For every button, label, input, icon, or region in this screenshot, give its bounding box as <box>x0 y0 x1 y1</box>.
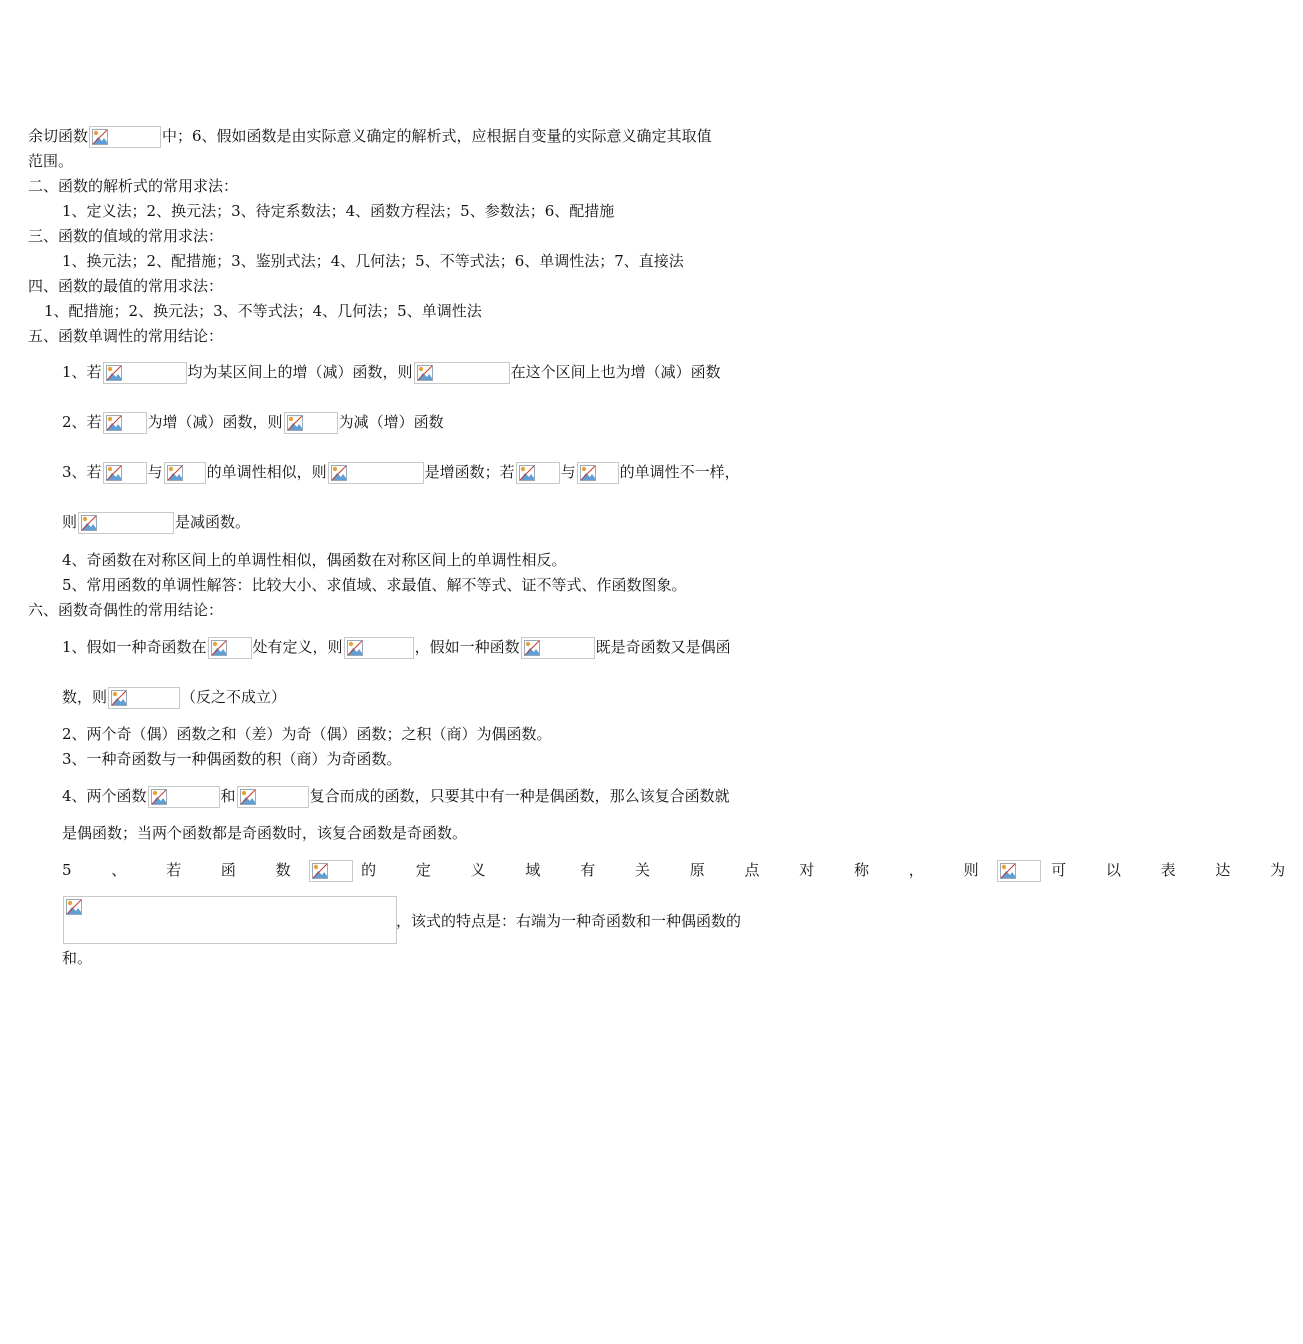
text-line <box>44 301 482 321</box>
formula-image <box>997 860 1041 882</box>
text-line <box>62 550 567 570</box>
formula-image <box>108 687 180 709</box>
broken-image-icon <box>580 465 596 481</box>
broken-image-icon <box>106 465 122 481</box>
formula-image <box>309 860 353 882</box>
section-heading <box>28 600 223 620</box>
text-segment: （反之不成立） <box>181 688 287 706</box>
text-segment: 则 <box>62 513 78 531</box>
text-line <box>62 860 1303 880</box>
broken-image-icon <box>417 365 433 381</box>
text-line <box>62 412 444 432</box>
text-segment: 与 <box>147 463 163 481</box>
text-segment: 是增函数；若 <box>424 463 515 481</box>
formula-image <box>208 637 252 659</box>
broken-image-icon <box>111 690 127 706</box>
text-line <box>62 512 250 532</box>
broken-image-icon <box>287 415 303 431</box>
text-segment: 的单调性不一样， <box>619 463 740 481</box>
heading-text: 五、函数单调性的常用结论： <box>28 327 224 345</box>
text-line <box>62 251 684 271</box>
text-line <box>62 575 687 595</box>
broken-image-icon <box>211 640 227 656</box>
broken-image-icon <box>81 515 97 531</box>
formula-image <box>521 637 595 659</box>
text-line <box>62 948 92 968</box>
broken-image-icon <box>1000 863 1016 879</box>
text-segment: 与 <box>560 463 576 481</box>
text-segment: 4、奇函数在对称区间上的单调性相似，偶函数在对称区间上的单调性相反。 <box>62 551 567 569</box>
text-segment: 4、两个函数 <box>62 787 147 805</box>
text-segment: 中；6、假如函数是由实际意义确定的解析式，应根据自变量的实际意义确定其取值 <box>162 127 712 145</box>
broken-image-icon <box>347 640 363 656</box>
text-segment: 和。 <box>62 949 93 967</box>
text-segment: 3、一种奇函数与一种偶函数的积（商）为奇函数。 <box>62 750 402 768</box>
broken-image-icon <box>66 899 82 915</box>
broken-image-icon <box>240 789 256 805</box>
text-segment: 1、假如一种奇函数在 <box>62 638 207 656</box>
heading-text: 六、函数奇偶性的常用结论： <box>28 601 224 619</box>
broken-image-icon <box>151 789 167 805</box>
formula-image <box>237 786 309 808</box>
broken-image-icon <box>519 465 535 481</box>
text-segment: 是减函数。 <box>175 513 251 531</box>
text-segment: 2、两个奇（偶）函数之和（差）为奇（偶）函数；之积（商）为偶函数。 <box>62 725 552 743</box>
text-segment: 的 定 义 域 有 关 原 点 对 称 ， 则 <box>361 861 997 879</box>
text-line <box>62 462 740 482</box>
section-heading <box>28 226 223 246</box>
text-segment: 可 以 表 达 为 <box>1051 861 1303 879</box>
text-segment: 在这个区间上也为增（减）函数 <box>510 363 721 381</box>
section-heading <box>28 326 223 346</box>
formula-image <box>63 896 397 944</box>
text-line <box>62 637 731 657</box>
heading-text: 三、函数的值域的常用求法： <box>28 227 224 245</box>
text-segment: 5 、 若 函 数 <box>62 861 309 879</box>
text-line <box>62 201 614 221</box>
text-line <box>62 724 552 744</box>
broken-image-icon <box>167 465 183 481</box>
text-line <box>62 823 467 843</box>
broken-image-icon <box>106 415 122 431</box>
broken-image-icon <box>312 863 328 879</box>
broken-image-icon <box>331 465 347 481</box>
heading-text: 二、函数的解析式的常用求法： <box>28 177 239 195</box>
text-segment: 范围。 <box>28 152 74 170</box>
text-line <box>28 126 712 146</box>
text-segment: 2、若 <box>62 413 102 431</box>
heading-text: 四、函数的最值的常用求法： <box>28 277 224 295</box>
text-segment: ，假如一种函数 <box>414 638 520 656</box>
text-segment: 1、定义法；2、换元法；3、待定系数法；4、函数方程法；5、参数法；6、配措施 <box>62 202 615 220</box>
text-segment: 数，则 <box>62 688 108 706</box>
text-segment: 既是奇函数又是偶函 <box>595 638 731 656</box>
text-segment: 均为某区间上的增（减）函数，则 <box>187 363 413 381</box>
text-line <box>28 151 73 171</box>
formula-image <box>516 462 560 484</box>
text-line <box>62 749 402 769</box>
text-segment: 的单调性相似，则 <box>206 463 327 481</box>
section-heading <box>28 176 238 196</box>
formula-image <box>103 412 147 434</box>
text-segment: ，该式的特点是：右端为一种奇函数和一种偶函数的 <box>396 912 742 930</box>
text-segment: 是偶函数；当两个函数都是奇函数时，该复合函数是奇函数。 <box>62 824 468 842</box>
text-line <box>62 362 721 382</box>
formula-image <box>103 462 147 484</box>
text-segment: 和 <box>220 787 236 805</box>
text-line <box>62 786 730 806</box>
text-segment: 3、若 <box>62 463 102 481</box>
text-line <box>396 911 741 931</box>
text-segment: 复合而成的函数，只要其中有一种是偶函数，那么该复合函数就 <box>309 787 730 805</box>
text-segment: 处有定义，则 <box>252 638 343 656</box>
text-segment: 5、常用函数的单调性解答：比较大小、求值域、求最值、解不等式、证不等式、作函数图象。 <box>62 576 687 594</box>
broken-image-icon <box>92 129 108 145</box>
text-segment: 为减（增）函数 <box>338 413 444 431</box>
text-segment: 1、配措施；2、换元法；3、不等式法；4、几何法；5、单调性法 <box>44 302 482 320</box>
text-segment: 为增（减）函数，则 <box>147 413 283 431</box>
broken-image-icon <box>106 365 122 381</box>
formula-image <box>164 462 206 484</box>
formula-image <box>103 362 187 384</box>
formula-image <box>414 362 510 384</box>
formula-image <box>148 786 220 808</box>
formula-image <box>284 412 338 434</box>
text-segment: 余切函数 <box>28 127 89 145</box>
broken-image-icon <box>524 640 540 656</box>
formula-image <box>89 126 161 148</box>
text-line <box>62 687 286 707</box>
formula-image <box>577 462 619 484</box>
section-heading <box>28 276 223 296</box>
text-segment: 1、换元法；2、配措施；3、鉴别式法；4、几何法；5、不等式法；6、单调性法；7、直接法 <box>62 252 684 270</box>
formula-image <box>328 462 424 484</box>
text-segment: 1、若 <box>62 363 102 381</box>
formula-image <box>78 512 174 534</box>
formula-image <box>344 637 414 659</box>
